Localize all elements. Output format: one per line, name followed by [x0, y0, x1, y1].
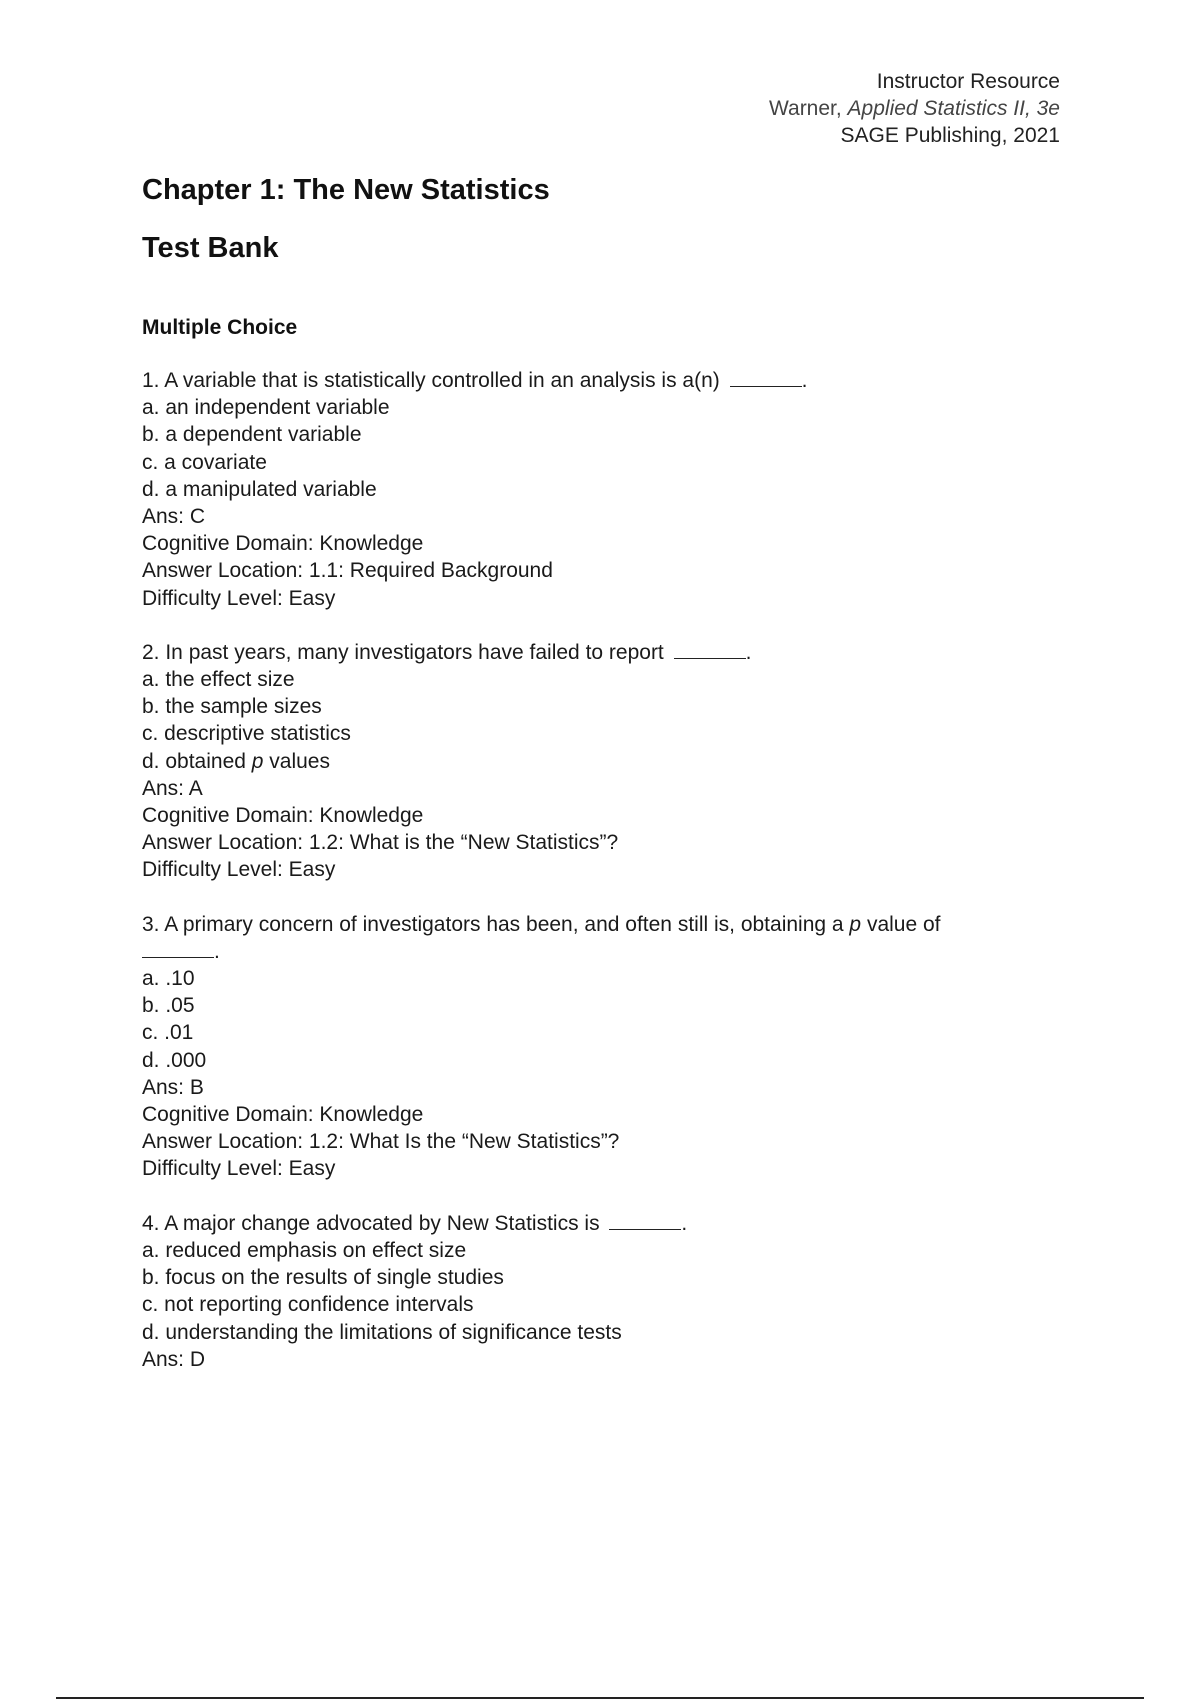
answer: Ans: D: [142, 1347, 206, 1371]
question-stem: 1. A variable that is statistically controlled in an analysis is a(n) .: [142, 369, 808, 392]
option-d: d. understanding the limitations of significance tests: [142, 1320, 622, 1344]
option-a: a. an independent variable: [142, 396, 390, 420]
question-stem: 3. A primary concern of investigators has been, and often still is, obtaining a p value of: [142, 912, 941, 936]
question-stem: 4. A major change advocated by New Statistics is .: [142, 1211, 688, 1235]
cognitive-domain: Cognitive Domain: Knowledge: [142, 532, 424, 556]
option-c: c. a covariate: [142, 450, 267, 474]
option-b: b. the sample sizes: [142, 695, 322, 719]
header-author: Warner,: [768, 97, 848, 120]
answer-location: Answer Location: 1.1: Required Background: [142, 559, 553, 583]
option-b: b. .05: [142, 994, 195, 1018]
option-d: d. .000: [142, 1048, 207, 1072]
option-c: c. descriptive statistics: [142, 722, 351, 746]
question-1: [142, 367, 1062, 612]
option-a: a. .10: [142, 967, 195, 991]
section-title: Multiple Choice: [142, 316, 298, 339]
cognitive-domain: Cognitive Domain: Knowledge: [142, 804, 424, 828]
header-book: [769, 95, 1060, 122]
answer: Ans: C: [142, 505, 206, 529]
option-b: b. a dependent variable: [142, 423, 362, 447]
answer-blank: [142, 956, 214, 958]
option-c: c. not reporting confidence intervals: [142, 1293, 474, 1317]
option-d: d. obtained p values: [142, 749, 330, 773]
footer-divider: [56, 1697, 1144, 1699]
option-a: a. reduced emphasis on effect size: [142, 1238, 467, 1262]
header-book-title: Applied Statistics II, 3e: [847, 97, 1060, 120]
header-publisher: SAGE Publishing, 2021: [840, 124, 1060, 147]
question-stem-continued: .: [142, 938, 1062, 965]
difficulty-level: Difficulty Level: Easy: [142, 858, 336, 882]
main-content: [142, 172, 1062, 1400]
answer-location: Answer Location: 1.2: What is the “New Statistics”?: [142, 831, 619, 855]
answer-blank: [674, 657, 746, 659]
chapter-title: Chapter 1: The New Statistics: [142, 174, 550, 206]
question-list: [142, 367, 1062, 1373]
test-bank-title: Test Bank: [142, 232, 279, 264]
cognitive-domain: Cognitive Domain: Knowledge: [142, 1103, 424, 1127]
answer-blank: [609, 1228, 681, 1230]
header-instructor-resource: Instructor Resource: [876, 70, 1060, 93]
difficulty-level: Difficulty Level: Easy: [142, 586, 336, 610]
option-b: b. focus on the results of single studies: [142, 1266, 504, 1290]
question-3: [142, 911, 1062, 1183]
option-c: c. .01: [142, 1021, 194, 1045]
difficulty-level: Difficulty Level: Easy: [142, 1157, 336, 1181]
answer: Ans: A: [142, 776, 203, 800]
option-d: d. a manipulated variable: [142, 477, 377, 501]
page-header: [769, 68, 1060, 149]
answer-blank: [730, 385, 802, 387]
question-4: [142, 1210, 1062, 1373]
answer-location: Answer Location: 1.2: What Is the “New Statistics”?: [142, 1130, 620, 1154]
option-a: a. the effect size: [142, 668, 295, 692]
answer: Ans: B: [142, 1075, 204, 1099]
question-2: [142, 639, 1062, 884]
question-stem: 2. In past years, many investigators have failed to report .: [142, 640, 752, 664]
